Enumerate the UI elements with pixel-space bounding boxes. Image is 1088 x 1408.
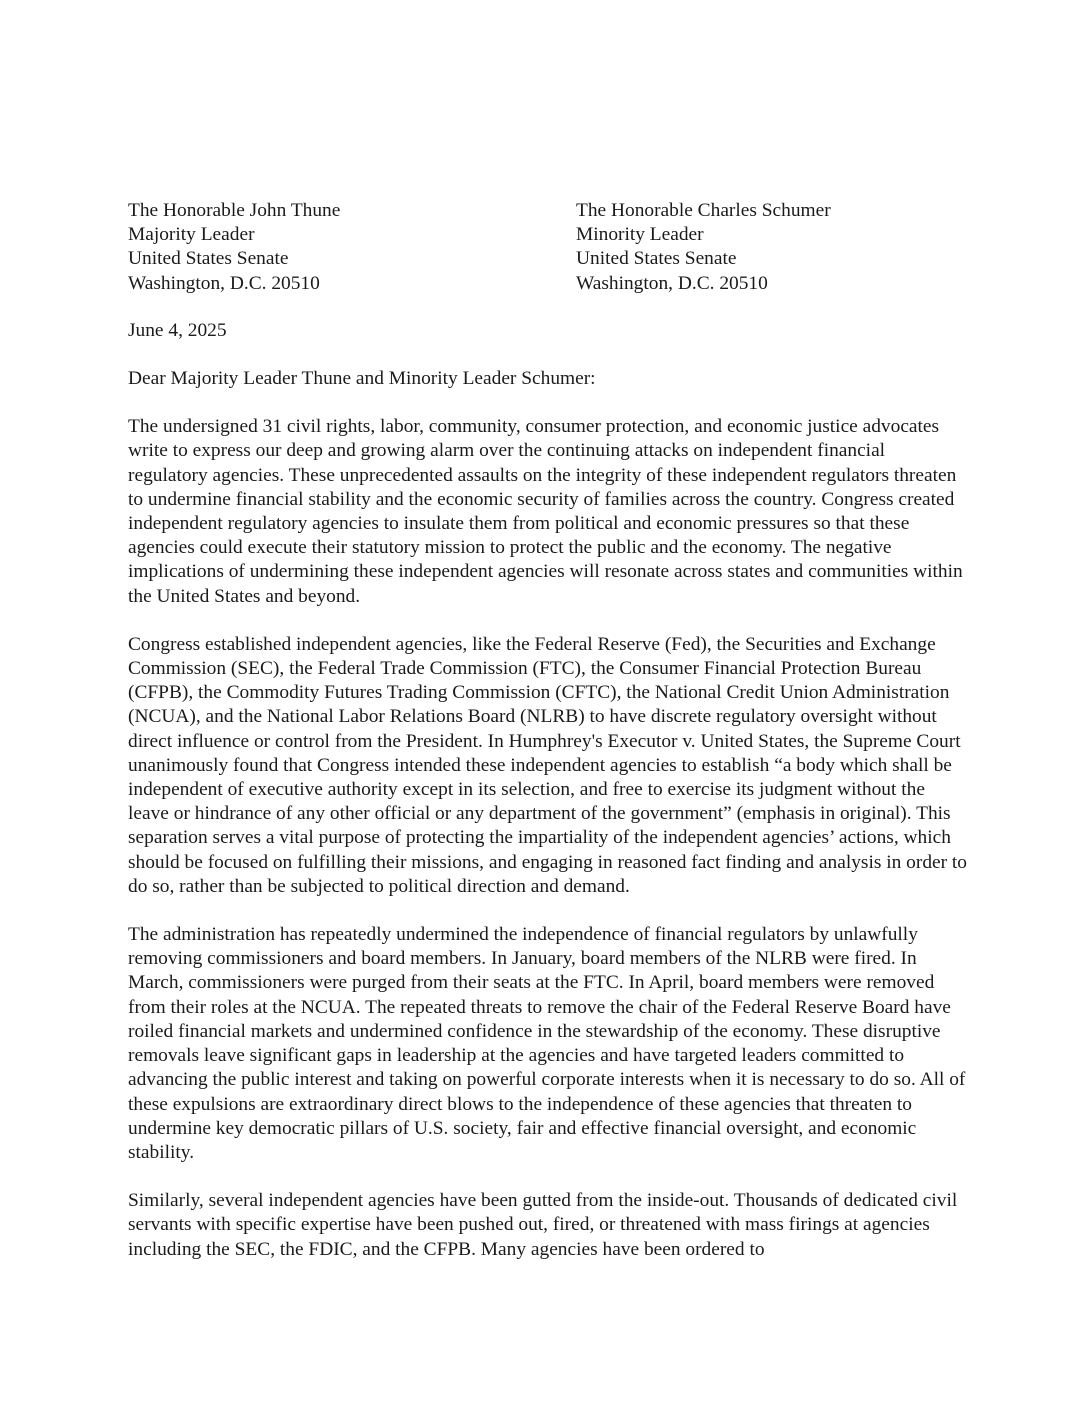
- recipient-addresses: [128, 199, 968, 296]
- recipient-title: Minority Leader: [576, 224, 704, 246]
- body-paragraph: Congress established independent agencies, like the Federal Reserve (Fed), the Securities and Exchange Commission (SEC), the Federal Trade Commission (FTC), the Consumer Financial Protection Bureau (CFPB), the Commodity Futures Trading Commission (CFTC), the National Credit Union Administration (NCUA), and the National Labor Relations Board (NLRB) to have discrete regulatory oversight without direct influence or control from the President. In Humphrey's Executor v. United States, the Supreme Court unanimously found that Congress intended these independent agencies to establish “a body which shall be independent of executive authority except in its selection, and free to exercise its judgment without the leave or hindrance of any other official or any department of the government” (emphasis in original). This separation serves a vital purpose of protecting the impartiality of the independent agencies’ actions, which should be focused on fulfilling their missions, and engaging in reasoned fact finding and analysis in order to do so, rather than be subjected to political direction and demand.: [128, 633, 968, 897]
- recipient-name: The Honorable John Thune: [128, 200, 341, 221]
- recipient-address-thune: [128, 199, 576, 296]
- recipient-name: The Honorable Charles Schumer: [576, 200, 831, 221]
- recipient-organization: United States Senate: [128, 248, 289, 270]
- recipient-title: Majority Leader: [128, 224, 255, 246]
- salutation: Dear Majority Leader Thune and Minority Leader Schumer:: [128, 368, 596, 390]
- recipient-address-schumer: [576, 199, 968, 296]
- letter-date: June 4, 2025: [128, 319, 227, 341]
- recipient-city: Washington, D.C. 20510: [576, 272, 768, 294]
- recipient-organization: United States Senate: [576, 248, 737, 270]
- letter-page: [128, 199, 968, 1262]
- body-paragraph: The undersigned 31 civil rights, labor, community, consumer protection, and economic justice advocates write to express our deep and growing alarm over the continuing attacks on independent financial regulatory agencies. These unprecedented assaults on the integrity of these independent regulators threaten to undermine financial stability and the economic security of families across the country. Congress created independent regulatory agencies to insulate them from political and economic pressures so that these agencies could execute their statutory mission to protect the public and the economy. The negative implications of undermining these independent agencies will resonate across states and communities within the United States and beyond.: [128, 416, 963, 607]
- body-paragraph: The administration has repeatedly undermined the independence of financial regulators by unlawfully removing commissioners and board members. In January, board members of the NLRB were fired. In March, commissioners were purged from their seats at the FTC. In April, board members were removed from their roles at the NCUA. The repeated threats to remove the chair of the Federal Reserve Board have roiled financial markets and undermined confidence in the stewardship of the economy. These disruptive removals leave significant gaps in leadership at the agencies and have targeted leaders committed to advancing the public interest and taking on powerful corporate interests when it is necessary to do so. All of these expulsions are extraordinary direct blows to the independence of these agencies that threaten to undermine key democratic pillars of U.S. society, fair and effective financial oversight, and economic stability.: [128, 924, 966, 1163]
- recipient-city: Washington, D.C. 20510: [128, 272, 320, 294]
- body-paragraph: Similarly, several independent agencies have been gutted from the inside-out. Thousands of dedicated civil servants with specific expertise have been pushed out, fired, or threatened with mass firings at agencies including the SEC, the FDIC, and the CFPB. Many agencies have been ordered to: [128, 1190, 958, 1260]
